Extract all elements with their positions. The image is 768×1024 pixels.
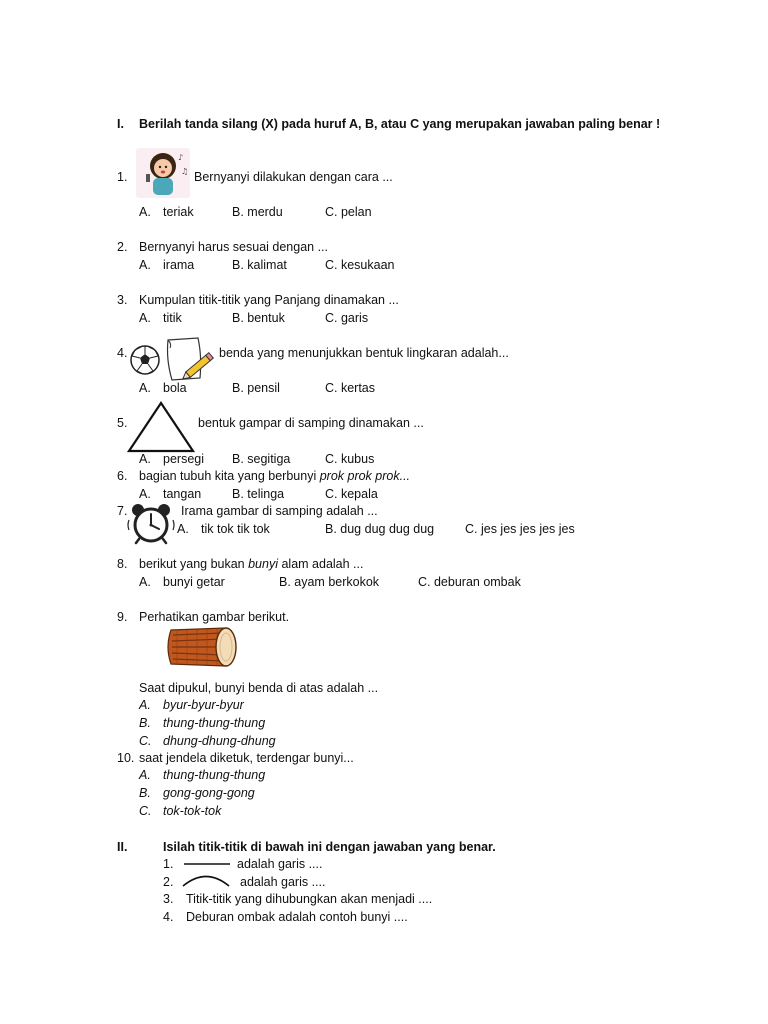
q9-option-b[interactable]: thung-thung-thung [163, 716, 266, 730]
q10-option-a-letter: A. [139, 768, 151, 782]
section-2-item-3-number: 3. [163, 892, 174, 906]
q2-number: 2. [117, 240, 128, 254]
q1-option-a-letter: A. [139, 205, 151, 219]
q9-option-c[interactable]: dhung-dhung-dhung [163, 734, 276, 748]
section-1-instruction: Berilah tanda silang (X) pada huruf A, B, atau C yang merupakan jawaban paling benar ! [139, 117, 661, 131]
q1-number: 1. [117, 170, 128, 184]
section-2-number: II. [117, 840, 128, 854]
q1-option-b[interactable]: B. merdu [232, 205, 283, 219]
q2-text: Bernyanyi harus sesuai dengan ... [139, 240, 329, 254]
q3-text: Kumpulan titik-titik yang Panjang dinamakan ... [139, 293, 399, 307]
q9-option-a[interactable]: byur-byur-byur [163, 698, 244, 712]
svg-text:♫: ♫ [181, 167, 189, 176]
q10-option-b-letter: B. [139, 786, 151, 800]
q9-number: 9. [117, 610, 128, 624]
q7-number: 7. [117, 504, 128, 518]
paper-pencil-icon [162, 336, 214, 382]
q9-option-c-letter: C. [139, 734, 152, 748]
q6-text-plain: bagian tubuh kita yang berbunyi [139, 469, 320, 483]
q5-option-c[interactable]: C. kubus [325, 452, 375, 466]
q3-option-b[interactable]: B. bentuk [232, 311, 285, 325]
q8-number: 8. [117, 557, 128, 571]
q10-number: 10. [117, 751, 135, 765]
q10-option-c[interactable]: tok-tok-tok [163, 804, 222, 818]
q6-option-a-letter: A. [139, 487, 151, 501]
q5-option-b[interactable]: B. segitiga [232, 452, 291, 466]
section-2-item-3-text: Titik-titik yang dihubungkan akan menjadi .... [186, 892, 433, 906]
q7-option-b[interactable]: B. dug dug dug dug [325, 522, 435, 536]
q7-option-c[interactable]: C. jes jes jes jes jes [465, 522, 575, 536]
q6-option-c[interactable]: C. kepala [325, 487, 378, 501]
q7-option-a[interactable]: tik tok tik tok [201, 522, 270, 536]
q4-text: benda yang menunjukkan bentuk lingkaran adalah... [219, 346, 509, 360]
q8-option-b[interactable]: B. ayam berkokok [279, 575, 380, 589]
q8-text-italic: bunyi [248, 557, 278, 571]
q2-option-c[interactable]: C. kesukaan [325, 258, 395, 272]
q8-option-a[interactable]: bunyi getar [163, 575, 225, 589]
soccer-ball-icon [129, 344, 161, 376]
section-2-item-4-number: 4. [163, 910, 174, 924]
q1-option-a[interactable]: teriak [163, 205, 194, 219]
q6-option-a[interactable]: tangan [163, 487, 202, 501]
q4-option-a-letter: A. [139, 381, 151, 395]
straight-line-icon [184, 861, 230, 867]
svg-text:♪: ♪ [178, 153, 184, 162]
q9-option-a-letter: A. [139, 698, 151, 712]
singing-girl-icon [136, 148, 190, 198]
q3-option-c[interactable]: C. garis [325, 311, 369, 325]
q4-option-c[interactable]: C. kertas [325, 381, 376, 395]
section-2-item-4-text: Deburan ombak adalah contoh bunyi .... [186, 910, 408, 924]
section-2-instruction: Isilah titik-titik di bawah ini dengan jawaban yang benar. [163, 840, 496, 854]
q5-option-a[interactable]: persegi [163, 452, 204, 466]
q3-option-a[interactable]: titik [163, 311, 182, 325]
q4-option-a[interactable]: bola [163, 381, 187, 395]
triangle-icon [126, 400, 196, 454]
q8-option-c[interactable]: C. deburan ombak [418, 575, 521, 589]
q3-number: 3. [117, 293, 128, 307]
q9-text: Perhatikan gambar berikut. [139, 610, 290, 624]
q8-text-post: alam adalah ... [278, 557, 364, 571]
drum-icon [163, 626, 239, 670]
q8-text-pre: berikut yang bukan [139, 557, 249, 571]
q7-text: Irama gambar di samping adalah ... [181, 504, 378, 518]
section-1-number: I. [117, 117, 124, 131]
q4-option-b[interactable]: B. pensil [232, 381, 280, 395]
q3-option-a-letter: A. [139, 311, 151, 325]
q6-option-b[interactable]: B. telinga [232, 487, 285, 501]
q10-option-a[interactable]: thung-thung-thung [163, 768, 266, 782]
q8-text [139, 557, 363, 571]
q5-text: bentuk gampar di samping dinamakan ... [198, 416, 424, 430]
q10-text: saat jendela diketuk, terdengar bunyi... [139, 751, 354, 765]
section-2-item-1-text: adalah garis .... [237, 857, 323, 871]
q9-subtext: Saat dipukul, bunyi benda di atas adalah ... [139, 681, 379, 695]
q10-option-c-letter: C. [139, 804, 152, 818]
q6-number: 6. [117, 469, 128, 483]
section-2-item-2-text: adalah garis .... [240, 875, 326, 889]
q5-number: 5. [117, 416, 128, 430]
alarm-clock-icon [128, 502, 174, 544]
curved-line-icon [182, 873, 230, 887]
q2-option-a[interactable]: irama [163, 258, 195, 272]
q10-option-b[interactable]: gong-gong-gong [163, 786, 255, 800]
section-2-item-1-number: 1. [163, 857, 174, 871]
q9-option-b-letter: B. [139, 716, 151, 730]
q6-text-italic: prok prok prok... [319, 469, 411, 483]
q4-number: 4. [117, 346, 128, 360]
q2-option-a-letter: A. [139, 258, 151, 272]
q1-option-c[interactable]: C. pelan [325, 205, 372, 219]
q6-text [139, 469, 410, 483]
q1-text: Bernyanyi dilakukan dengan cara ... [194, 170, 393, 184]
section-2-item-2-number: 2. [163, 875, 174, 889]
q7-option-a-letter: A. [177, 522, 189, 536]
q2-option-b[interactable]: B. kalimat [232, 258, 287, 272]
q8-option-a-letter: A. [139, 575, 151, 589]
q5-option-a-letter: A. [139, 452, 151, 466]
